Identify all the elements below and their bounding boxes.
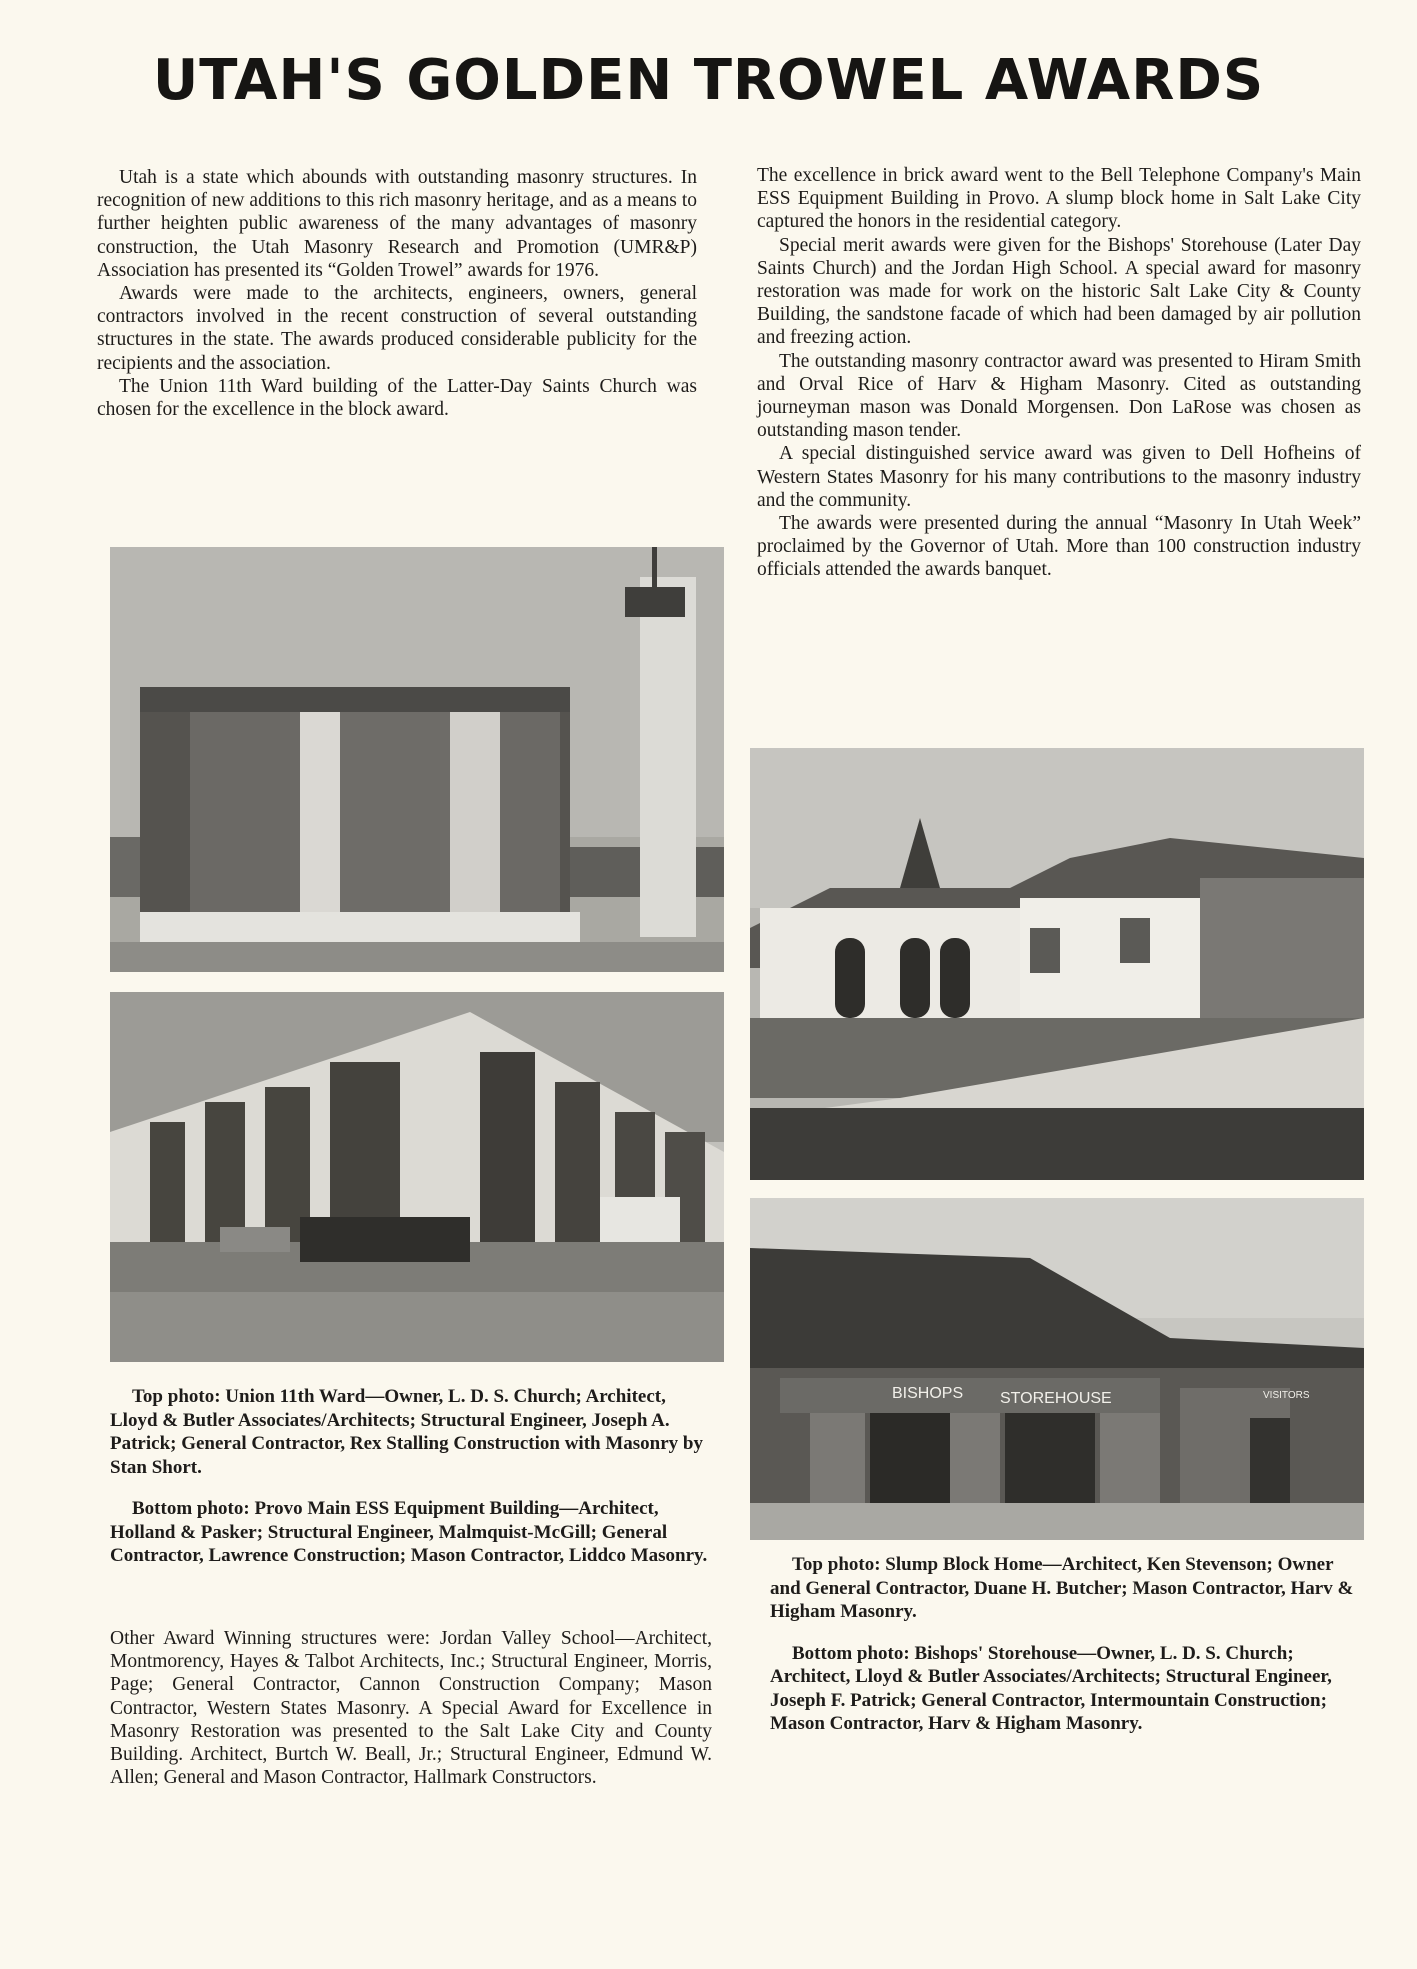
paragraph: The outstanding masonry contractor award was presented to Hiram Smith and Orval Rice of Harv & Higham Masonry. Cited as outstanding journeyman mason was Donald Morgensen. Don LaRose was chosen as outstanding mason tender. [757,350,1361,442]
right-intro-text [757,164,1361,582]
caption-top-photo: Top photo: Union 11th Ward—Owner, L. D. S. Church; Architect, Lloyd & Butler Associates/Architects; Structural Engineer, Joseph A. Patrick; General Contractor, Rex Stalling Construction with Masonry by Stan Short. [110,1386,703,1478]
photo-union-11th-ward [110,547,724,972]
paragraph: A special distinguished service award was given to Dell Hofheins of Western States Masonry for his many contributions to the masonry industry and the community. [757,443,1361,511]
caption-bottom-photo: Bottom photo: Bishops' Storehouse—Owner, L. D. S. Church; Architect, Lloyd & Butler Associates/Architects; Structural Engineer, Joseph F. Patrick; General Contractor, Intermountain Construction; Mason Contractor, Harv & Higham Masonry. [770,1642,1332,1734]
paragraph: Awards were made to the architects, engineers, owners, general contractors involved in the recent construction of several outstanding structures in the state. The awards produced considerable publicity for the recipients and the association. [97,283,697,374]
sign-bishops: BISHOPS [892,1385,964,1402]
paragraph: Special merit awards were given for the Bishops' Storehouse (Later Day Saints Church) and the Jordan High School. A special award for masonry restoration was made for work on the historic Salt Lake City & County Building, the sandstone facade of which had been damaged by air pollution and freezing action. [757,234,1361,349]
paragraph: Utah is a state which abounds with outstanding masonry structures. In recognition of new additions to this rich masonry heritage, and as a means to further heighten public awareness of the many advantages of masonry construction, the Utah Masonry Research and Promotion (UMR&P) Association has presented its “Golden Trowel” awards for 1976. [97,167,697,281]
photo-slump-block-home [750,748,1364,1180]
photo-bishops-storehouse [750,1198,1364,1540]
paragraph: The awards were presented during the annual “Masonry In Utah Week” proclaimed by the Governor of Utah. More than 100 construction industry officials attended the awards banquet. [757,513,1361,581]
caption-top-photo: Top photo: Slump Block Home—Architect, Ken Stevenson; Owner and General Contractor, Duane H. Butcher; Mason Contractor, Harv & Higham Masonry. [770,1554,1354,1622]
paragraph: Other Award Winning structures were: Jordan Valley School—Architect, Montmorency, Hayes & Talbot Architects, Inc.; Structural Engineer, Morris, Page; General Contractor, Cannon Construction Company; Mason Contractor, Western States Masonry. A Special Award for Excellence in Masonry Restoration was presented to the Salt Lake City and County Building. Architect, Burtch W. Beall, Jr.; Structural Engineer, Edmund W. Allen; General and Mason Contractor, Hallmark Constructors. [110,1628,712,1789]
paragraph: The Union 11th Ward building of the Latter-Day Saints Church was chosen for the excellence in the block award. [97,375,697,421]
paragraph: The excellence in brick award went to the Bell Telephone Company's Main ESS Equipment Building in Provo. A slump block home in Salt Lake City captured the honors in the residential category. [757,165,1361,233]
page-title: UTAH'S GOLDEN TROWEL AWARDS [152,48,1265,113]
right-captions [770,1553,1362,1736]
sign-storehouse: STOREHOUSE [1000,1390,1112,1407]
other-awards-text [110,1627,712,1789]
left-captions [110,1385,710,1568]
sign-visitors: VISITORS [1263,1390,1310,1401]
photo-provo-ess-building [110,992,724,1362]
caption-bottom-photo: Bottom photo: Provo Main ESS Equipment Building—Architect, Holland & Pasker; Structural Engineer, Malmquist-McGill; General Contractor, Lawrence Construction; Mason Contractor, Liddco Masonry. [110,1498,708,1566]
left-intro-text [97,166,697,421]
